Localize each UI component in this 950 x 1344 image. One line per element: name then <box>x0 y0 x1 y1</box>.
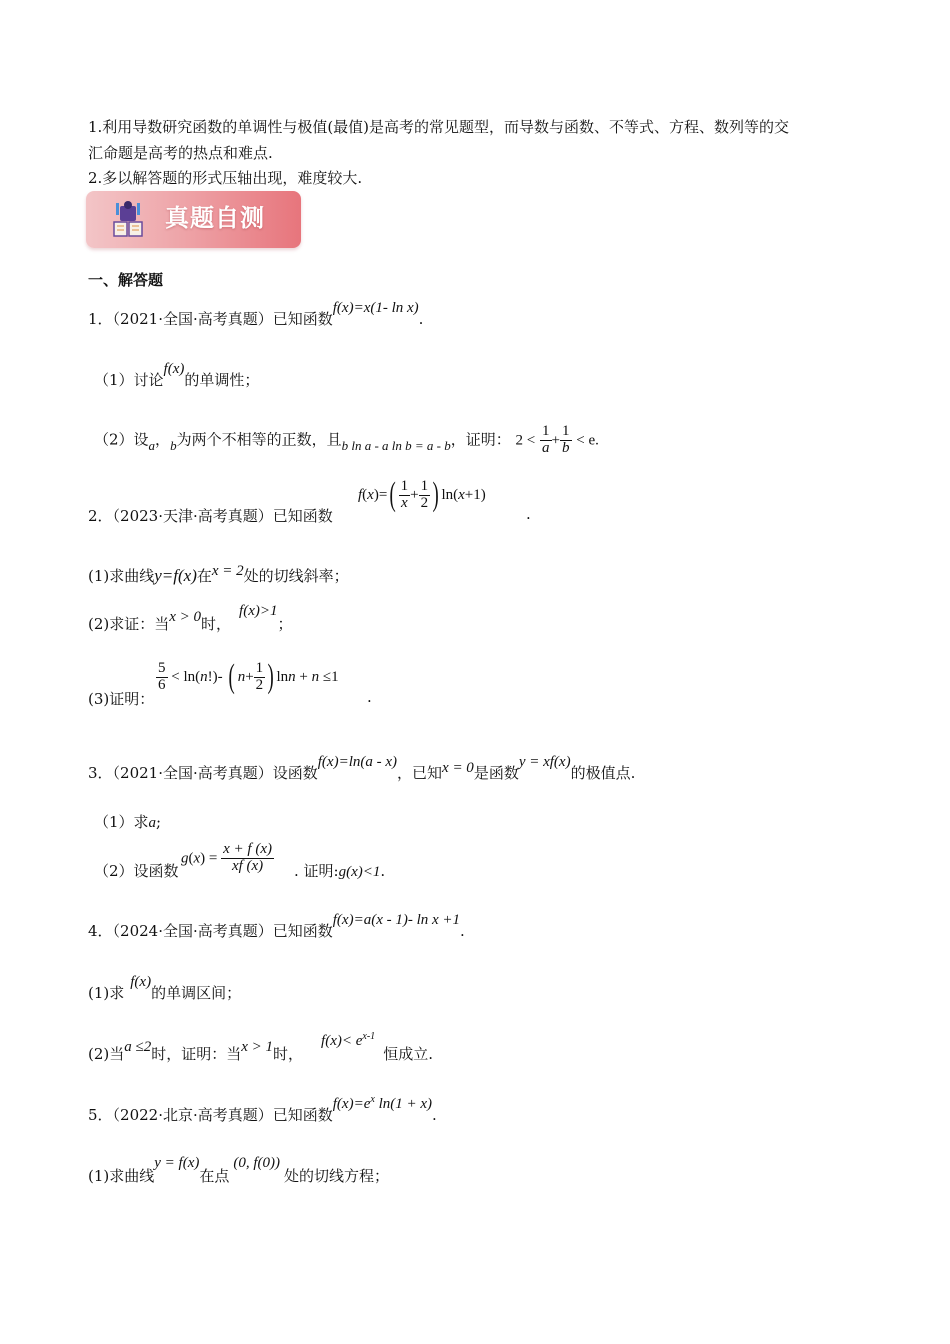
problem-end: . <box>432 1106 437 1124</box>
problem-number: 4． <box>88 922 113 940</box>
part-tail: 处的切线方程； <box>284 1167 390 1185</box>
problem-2-part-2 <box>88 603 293 634</box>
part-mid-2: 时， <box>273 1045 304 1063</box>
part-tail: ； <box>277 615 293 633</box>
problem-2-part-1 <box>88 565 349 586</box>
part-exponent: x-1 <box>362 1031 376 1042</box>
problem-function: f(x)=e <box>332 1096 371 1112</box>
problem-3-header <box>88 754 636 783</box>
part-math: f(x) <box>130 974 152 990</box>
part-tail: 恒成立. <box>383 1045 433 1063</box>
part-mid: 时，证明：当 <box>151 1045 242 1063</box>
problem-source: （2024·全国·高考真题）已知函数 <box>112 922 333 940</box>
part-prove: ，证明： <box>450 430 511 449</box>
part-result: f(x)>1 <box>239 603 278 619</box>
intro-line-2: 汇命题是高考的热点和难点. <box>88 144 273 162</box>
part-tail: 处的切线斜率； <box>243 567 349 585</box>
problem-number: 1． <box>88 310 113 328</box>
problem-2-function: f(x)=( $\frac{1}{x}$ + $\frac{1}{2}$ ) ln(x+1) <box>358 476 486 513</box>
part-tail: 的单调区间； <box>151 984 242 1002</box>
part-condition: b ln a - a ln b = a - b <box>341 438 451 454</box>
problem-1-header <box>88 300 424 329</box>
part-tail: ; <box>156 813 162 831</box>
part-point: (0, f(0)) <box>233 1155 281 1171</box>
part-tail: . <box>380 862 386 880</box>
part-tail: . <box>367 688 372 706</box>
problem-number: 3． <box>88 764 113 782</box>
part-label: (1)求曲线 <box>88 567 155 585</box>
part-tail: 的单调性； <box>184 371 260 389</box>
part-math: y=f(x) <box>154 566 197 585</box>
var-a: a <box>148 438 156 454</box>
fraction-1-over-a: $\frac{1}{a}$ <box>542 423 550 456</box>
problem-number: 2． <box>88 507 113 525</box>
problem-4-part-1 <box>88 974 242 1003</box>
part-mid: 在 <box>196 567 212 585</box>
part-label: (1)求 <box>88 984 125 1002</box>
problem-5-part-1 <box>88 1155 390 1186</box>
part-condition: x > 0 <box>169 609 202 625</box>
part-mid: 在点 <box>199 1167 230 1185</box>
problem-2-part-3-label: (3)证明： <box>88 690 155 708</box>
problem-function: f(x)=x(1- ln x) <box>332 300 419 316</box>
problem-1-part-1 <box>94 361 260 390</box>
problem-function: f(x)=a(x - 1)- ln x +1 <box>332 912 461 928</box>
problem-condition: x = 0 <box>442 760 474 776</box>
intro-line-3: 2.多以解答题的形式压轴出现，难度较大. <box>88 169 363 187</box>
part-label: （1）求 <box>94 813 149 831</box>
banner-title: 真题自测 <box>165 204 265 232</box>
ineq-left: 2 < <box>515 432 536 449</box>
part-math: y = f(x) <box>154 1155 200 1171</box>
problem-4-part-2 <box>88 1031 433 1064</box>
problem-number: 5． <box>88 1106 113 1124</box>
problem-end: . <box>460 922 465 940</box>
part-result: g(x)<1 <box>338 864 381 880</box>
problem-source: （2021·全国·高考真题）设函数 <box>112 764 318 782</box>
part-label: （2）设 <box>94 430 149 449</box>
part-prove: . 证明: <box>294 862 339 880</box>
part-condition: a ≤2 <box>124 1039 152 1055</box>
fraction-1-over-b: $\frac{1}{b}$ <box>562 423 570 456</box>
part-label: (2)当 <box>88 1045 125 1063</box>
problem-source: （2022·北京·高考真题）已知函数 <box>112 1106 333 1124</box>
problem-function: f(x)=ln(a - x) <box>317 754 398 770</box>
problem-1-part-2: （2）设a，b为两个不相等的正数，且b ln a - a ln b = a - b，证明： 2 < $\frac{1}{a}$ + $\frac{1}{b}$ < e. <box>94 423 599 456</box>
part-label: (2)求证：当 <box>88 615 170 633</box>
part-mid: 为两个不相等的正数，且 <box>176 430 342 449</box>
section-title: 一、解答题 <box>88 271 164 289</box>
problem-4-header <box>88 912 465 941</box>
part-math: f(x) <box>163 361 185 377</box>
part-var: a <box>148 815 157 831</box>
part-mid: 时， <box>201 615 232 633</box>
var-b: b <box>170 438 177 454</box>
book-reading-icon <box>110 200 146 240</box>
sep: ， <box>155 430 171 449</box>
problem-2-header <box>88 505 333 526</box>
problem-end: . <box>526 505 531 523</box>
problem-mid: 是函数 <box>473 764 519 782</box>
problem-3-part-2-prove <box>294 860 385 881</box>
problem-3-part-1 <box>94 811 161 832</box>
problem-5-header <box>88 1094 437 1125</box>
problem-known: ，已知 <box>397 764 443 782</box>
problem-tail: 的极值点. <box>570 764 636 782</box>
part-result: f(x)< e <box>321 1033 363 1049</box>
part-at: x = 2 <box>211 563 244 579</box>
problem-2-part-3-inequality: $\frac{5}{6}$ < ln(n!)- ( n+ $\frac{1}{2}$ ) lnn + n ≤1 <box>158 658 339 695</box>
intro-line-1: 1.利用导数研究函数的单调性与极值(最值)是高考的常见题型，而导数与函数、不等式、方程、数列等的交 <box>88 118 790 136</box>
ineq-right: < e. <box>576 432 599 449</box>
part-condition-2: x > 1 <box>241 1039 274 1055</box>
problem-function-tail: ln(1 + x) <box>374 1096 433 1112</box>
problem-3-part-2-label: （2）设函数 <box>94 862 179 880</box>
problem-source: （2023·天津·高考真题）已知函数 <box>112 507 333 525</box>
problem-source: （2021·全国·高考真题）已知函数 <box>112 310 333 328</box>
problem-exponent: x <box>370 1094 375 1105</box>
part-label: （1）讨论 <box>94 371 164 389</box>
problem-function-2: y = xf(x) <box>518 754 571 770</box>
part-label: (1)求曲线 <box>88 1167 155 1185</box>
problem-3-part-2-function: g(x) = $\frac{x + f (x)}{xf (x)}$ <box>181 841 272 874</box>
problem-end: . <box>418 310 424 328</box>
